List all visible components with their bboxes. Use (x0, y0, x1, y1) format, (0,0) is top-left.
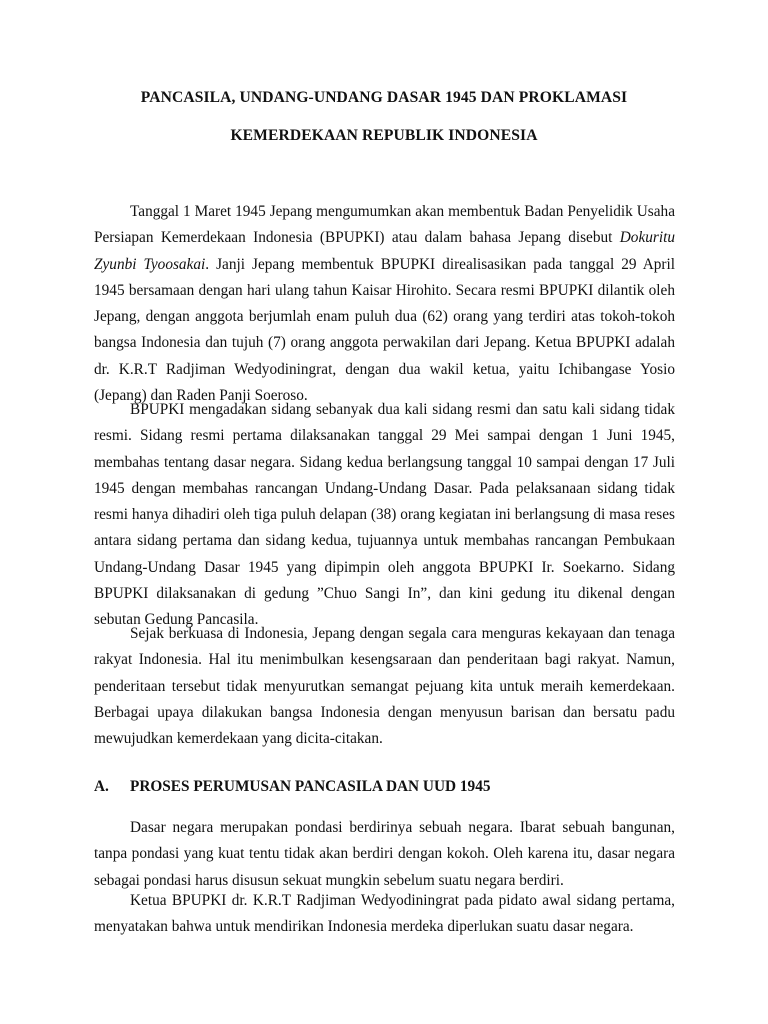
document-title-line-2: KEMERDEKAAN REPUBLIK INDONESIA (230, 127, 538, 144)
paragraph-bpupki-formation (94, 199, 675, 409)
section-heading-a (94, 778, 491, 796)
document-title-line-1: PANCASILA, UNDANG-UNDANG DASAR 1945 DAN PROKLAMASI (140, 89, 628, 106)
paragraph-radjiman-speech: Ketua BPUPKI dr. K.R.T Radjiman Wedyodiningrat pada pidato awal sidang pertama, menyatakan bahwa untuk mendirikan Indonesia merdeka diperlukan suatu dasar negara. (94, 892, 675, 936)
paragraph-dasar-negara: Dasar negara merupakan pondasi berdirinya sebuah negara. Ibarat sebuah bangunan, tanpa pondasi yang kuat tentu tidak akan berdiri dengan kokoh. Oleh karena itu, dasar negara sebagai pondasi harus disusun sekuat mungkin sebelum suatu negara berdiri. (94, 819, 675, 889)
section-title: PROSES PERUMUSAN PANCASILA DAN UUD 1945 (130, 778, 491, 795)
section-letter: A. (94, 778, 109, 795)
japanese-name-italic: Dokuritu Zyunbi Tyoosakai (94, 229, 675, 273)
paragraph-japanese-occupation: Sejak berkuasa di Indonesia, Jepang dengan segala cara menguras kekayaan dan tenaga rakyat Indonesia. Hal itu menimbulkan kesengsaraan dan penderitaan bagi rakyat. Namun, penderitaan tersebut tidak menyurutkan semangat pejuang kita untuk meraih kemerdekaan. Berbagai upaya dilakukan bangsa Indonesia dengan menyusun barisan dan bersatu padu mewujudkan kemerdekaan yang dicita-citakan. (94, 625, 675, 748)
paragraph-bpupki-sessions: BPUPKI mengadakan sidang sebanyak dua kali sidang resmi dan satu kali sidang tidak resmi. Sidang resmi pertama dilaksanakan tanggal 29 Mei sampai dengan 1 Juni 1945, membahas tentang dasar negara. Sidang kedua berlangsung tanggal 10 sampai dengan 17 Juli 1945 dengan membahas rancangan Undang-Undang Dasar. Pada pelaksanaan sidang tidak resmi hanya dihadiri oleh tiga puluh delapan (38) orang kegiatan ini berlangsung di masa reses antara sidang pertama dan sidang kedua, tujuannya untuk membahas rancangan Pembukaan Undang-Undang Dasar 1945 yang dipimpin oleh anggota BPUPKI Ir. Soekarno. Sidang BPUPKI dilaksanakan di gedung ”Chuo Sangi In”, dan kini gedung itu dikenal dengan sebutan Gedung Pancasila. (94, 401, 675, 629)
paragraph-text: . Janji Jepang membentuk BPUPKI direalisasikan pada tanggal 29 April 1945 bersamaan dengan hari ulang tahun Kaisar Hirohito. Secara resmi BPUPKI dilantik oleh Jepang, dengan anggota berjumlah enam puluh dua (62) orang yang terdiri atas tokoh-tokoh bangsa Indonesia dan tujuh (7) orang anggota perwakilan dari Jepang. Ketua BPUPKI adalah dr. K.R.T Radjiman Wedyodiningrat, dengan dua wakil ketua, yaitu Ichibangase Yosio (Jepang) dan Raden Panji Soeroso. (94, 255, 675, 405)
paragraph-text: Tanggal 1 Maret 1945 Jepang mengumumkan akan membentuk Badan Penyelidik Usaha Persiapan Kemerdekaan Indonesia (BPUPKI) atau dalam bahasa Jepang disebut (94, 203, 675, 247)
